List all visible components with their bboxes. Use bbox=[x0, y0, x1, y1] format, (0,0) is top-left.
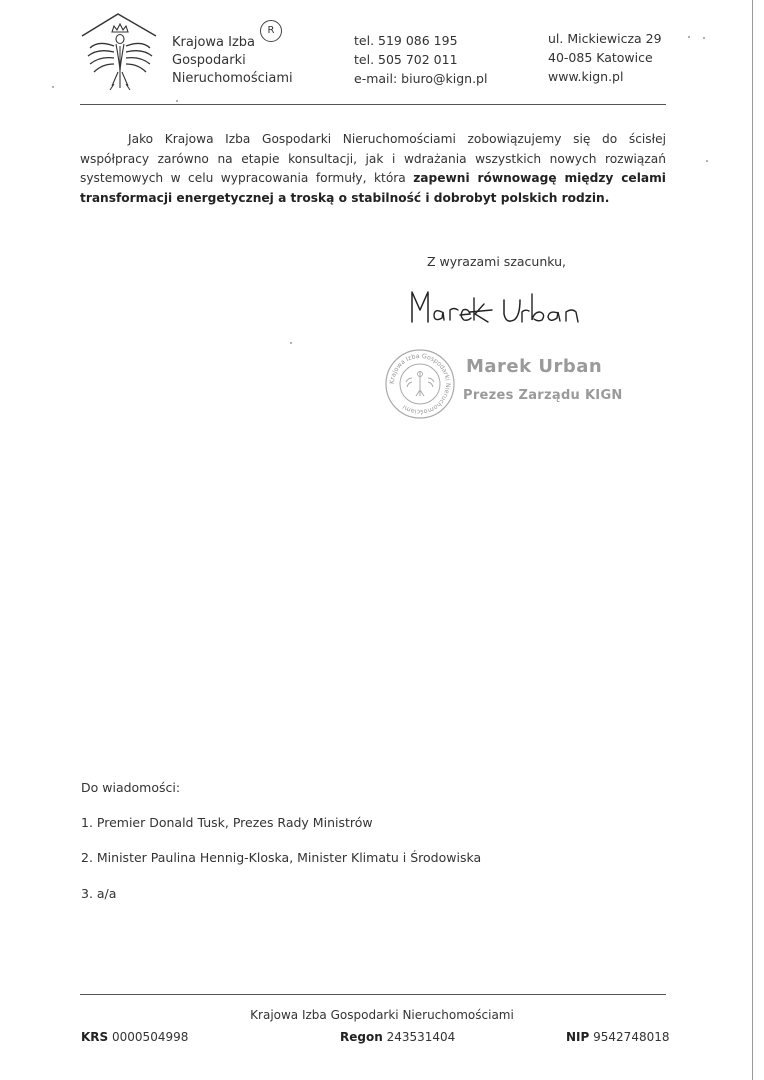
scan-speck bbox=[176, 100, 178, 102]
phone-2: tel. 505 702 011 bbox=[354, 52, 458, 67]
address-block bbox=[548, 29, 662, 86]
stamp-ring-text: Krajowa Izba Gospodarki Nieruchomościami bbox=[388, 352, 452, 416]
closing-phrase: Z wyrazami szacunku, bbox=[427, 254, 567, 269]
org-name-line-2: Gospodarki bbox=[172, 53, 246, 68]
handwritten-signature bbox=[400, 282, 600, 334]
scan-speck bbox=[290, 342, 292, 344]
footer-org-name: Krajowa Izba Gospodarki Nieruchomościami bbox=[250, 1008, 514, 1022]
footer-nip bbox=[566, 1030, 670, 1044]
kign-eagle-logo bbox=[80, 12, 160, 102]
scan-speck bbox=[688, 36, 690, 38]
regon-value: 243531404 bbox=[386, 1030, 456, 1044]
scan-speck bbox=[52, 86, 54, 88]
nip-label: NIP bbox=[566, 1030, 590, 1044]
body-end-text: . bbox=[604, 190, 610, 205]
org-name-line-1: Krajowa Izba bbox=[172, 35, 256, 50]
signatory-title: Prezes Zarządu KIGN bbox=[463, 388, 623, 403]
registered-mark: R bbox=[260, 20, 282, 42]
cc-heading: Do wiadomości: bbox=[81, 780, 181, 795]
letter-body bbox=[80, 130, 666, 208]
org-name bbox=[172, 34, 293, 88]
address-street: ul. Mickiewicza 29 bbox=[548, 31, 662, 46]
regon-label: Regon bbox=[340, 1030, 383, 1044]
footer-divider bbox=[80, 994, 666, 995]
cc-item: 2. Minister Paulina Hennig-Kloska, Minister Klimatu i Środowiska bbox=[81, 850, 482, 865]
cc-item: 3. a/a bbox=[81, 886, 117, 901]
krs-label: KRS bbox=[81, 1030, 109, 1044]
scan-speck bbox=[703, 37, 705, 39]
header-divider bbox=[80, 104, 666, 105]
body-plain-text: Jako Krajowa Izba Gospodarki Nieruchomościami zobowiązujemy się do ścisłej współpracy zarówno na etapie konsultacji, jak i wdrażania wszystkich nowych rozwiązań systemowych w celu wypracowania formuły, która bbox=[80, 132, 666, 185]
scan-speck bbox=[706, 160, 708, 162]
contact-block bbox=[354, 31, 487, 88]
phone-1: tel. 519 086 195 bbox=[354, 33, 458, 48]
footer-regon bbox=[340, 1030, 455, 1044]
scan-edge-line bbox=[752, 0, 753, 1080]
body-bold-text: zapewni równowagę między celami transformacji energetycznej a troską o stabilność i dobrobyt polskich rodzin bbox=[80, 171, 666, 205]
signatory-name: Marek Urban bbox=[466, 356, 603, 377]
nip-value: 9542748018 bbox=[593, 1030, 670, 1044]
kign-seal-stamp bbox=[382, 346, 458, 422]
cc-item: 1. Premier Donald Tusk, Prezes Rady Ministrów bbox=[81, 815, 373, 830]
address-city: 40-085 Katowice bbox=[548, 50, 653, 65]
org-name-line-3: Nieruchomościami bbox=[172, 71, 293, 86]
footer-krs bbox=[81, 1030, 188, 1044]
krs-value: 0000504998 bbox=[112, 1030, 189, 1044]
email: e-mail: biuro@kign.pl bbox=[354, 71, 488, 86]
website: www.kign.pl bbox=[548, 69, 624, 84]
